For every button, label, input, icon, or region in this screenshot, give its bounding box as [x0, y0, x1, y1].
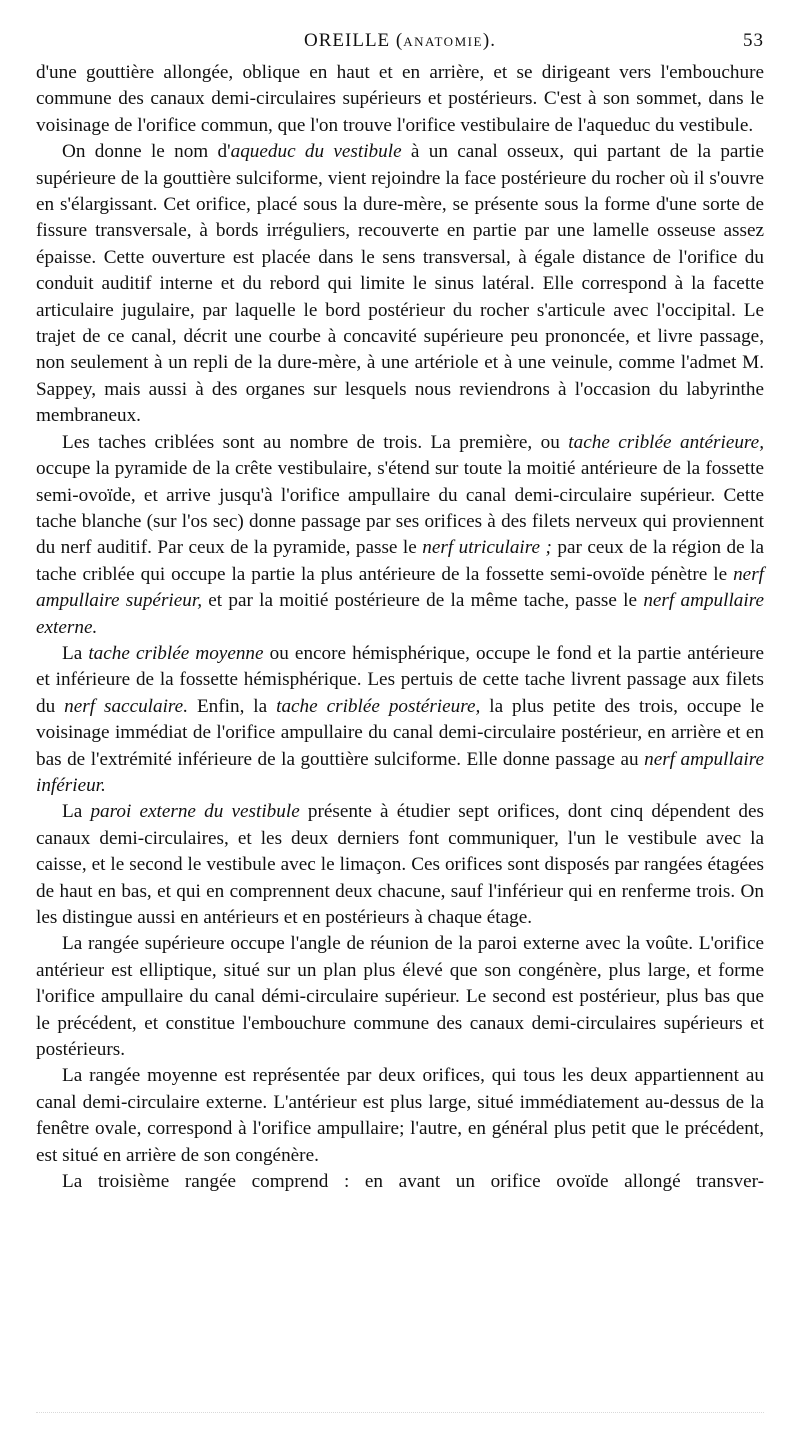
- text-run: Les taches criblées sont au nombre de trois. La première, ou: [62, 431, 569, 453]
- text-run: La: [62, 801, 91, 823]
- paragraph: [36, 139, 764, 429]
- paragraph: La rangée moyenne est représentée par deux orifices, qui tous les deux appartiennent au canal demi-circulaire externe. L'antérieur est plus large, situé immédiatement au-dessus de la fenêtre ovale, correspond à l'orifice ampullaire; l'autre, en général plus petit que le précédent, est situé en arrière de son congénère.: [36, 1065, 764, 1166]
- text-run: ou encore hémisphérique, occupe le fond et la partie antérieure et inférieure de la fossette hémisphérique. Les pertuis de cette tache livrent passage aux filets du: [36, 642, 764, 717]
- text-run: occupe la pyramide de la crête vestibulaire, s'étend sur toute la moitié antérieure de la fossette semi-ovoïde, et arrive jusqu'à l'orifice ampullaire du canal demi-circulaire supérieur. Cette tache blanche (sur l'os sec) donne passage par ses orifices à des filets nerveux qui proviennent du nerf auditif. Par ceux de la pyramide, passe le: [36, 458, 764, 559]
- paragraph: [36, 641, 764, 799]
- text-run: La: [62, 642, 89, 664]
- text-run: On donne le nom d': [62, 141, 231, 163]
- italic-term: nerf ampullaire supérieur,: [36, 563, 764, 612]
- paragraph: La rangée supérieure occupe l'angle de réunion de la paroi externe avec la voûte. L'orifice antérieur est elliptique, situé sur un plan plus élevé que son congénère, plus large, et forme l'orifice ampullaire du canal démi-circulaire supérieur. Le second est postérieur, plus bas que le précédent, et constitue l'embouchure commune des canaux demi-circulaires supérieurs et postérieurs.: [36, 933, 764, 1061]
- italic-term: paroi externe du vestibule: [90, 801, 300, 823]
- book-page: [36, 30, 764, 1195]
- italic-term: tache criblée postérieure,: [276, 695, 481, 717]
- running-title-smallcaps: ANATOMIE: [403, 34, 483, 49]
- italic-term: tache criblée moyenne: [88, 642, 264, 664]
- page-bottom-marks: [36, 1412, 764, 1419]
- paragraph: [36, 799, 764, 931]
- italic-term: aqueduc du vestibule: [230, 141, 402, 163]
- running-title-end: ).: [482, 30, 496, 51]
- italic-term: nerf ampullaire inférieur.: [36, 748, 764, 796]
- text-run: à un canal osseux, qui partant de la partie supérieure de la gouttière sulciforme, vient rejoindre la face postérieure du rocher où il s'ouvre en s'élargissant. Cet orifice, placé sous la dure-mère, se présente sous la forme d'une sorte de fissure transversale, à bords irréguliers, recouverte en partie par une lamelle osseuse assez épaisse. Cette ouverture est placée dans le sens transversal, à égale distance de l'orifice du conduit auditif interne et du rebord qui limite le sinus latéral. Elle correspond à la facette articulaire jugulaire, par laquelle le bord postérieur du rocher s'articule avec l'occipital. Le trajet de ce canal, décrit une courbe à concavité supérieure peu prononcée, et livre passage, non seulement à un repli de la dure-mère, à une artériole et à une veinule, comme l'admet M. Sappey, mais aussi à des organes sur lesquels nous reviendrons à l'occasion du labyrinthe membraneux.: [36, 141, 764, 427]
- text-run: la plus petite des trois, occupe le voisinage immédiat de l'orifice ampullaire du canal demi-circulaire postérieur, en arrière et en bas de l'extrémité inférieure de la gouttière sulciforme. Elle donne passage au: [36, 695, 764, 770]
- main-text: [36, 60, 764, 1195]
- italic-term: nerf utriculaire ;: [422, 537, 552, 559]
- italic-term: tache criblée antérieure,: [568, 431, 764, 453]
- paragraph: La troisième rangée comprend : en avant un orifice ovoïde allongé transver-: [62, 1171, 764, 1193]
- text-run: Enfin, la: [188, 695, 277, 717]
- page-number: 53: [743, 30, 764, 51]
- italic-term: nerf sacculaire.: [64, 695, 188, 717]
- paragraph: d'une gouttière allongée, oblique en haut et en arrière, et se dirigeant vers l'embouchure commune des canaux demi-circulaires supérieurs et postérieurs. C'est à son sommet, dans le voisinage de l'orifice commun, que l'on trouve l'orifice vestibulaire de l'aqueduc du vestibule.: [36, 62, 764, 136]
- running-header: [36, 30, 764, 60]
- running-title: [304, 30, 496, 52]
- italic-term: nerf ampullaire externe.: [36, 590, 764, 638]
- running-title-main: OREILLE (: [304, 30, 404, 51]
- text-run: par ceux de la région de la tache criblée qui occupe la partie la plus antérieure de la fossette semi-ovoïde pénètre le: [36, 537, 764, 585]
- text-run: présente à étudier sept orifices, dont cinq dépendent des canaux demi-circulaires, et les deux derniers font communiquer, l'un le vestibule avec la caisse, et le second le vestibule avec le limaçon. Ces orifices sont disposés par rangées étagées de haut en bas, et qui en comprennent deux chacune, sauf l'inférieur qui en renferme trois. On les distingue aussi en antérieurs et en postérieurs à chaque étage.: [36, 801, 764, 928]
- paragraph: [36, 430, 764, 641]
- text-run: et par la moitié postérieure de la même tache, passe le: [202, 590, 644, 612]
